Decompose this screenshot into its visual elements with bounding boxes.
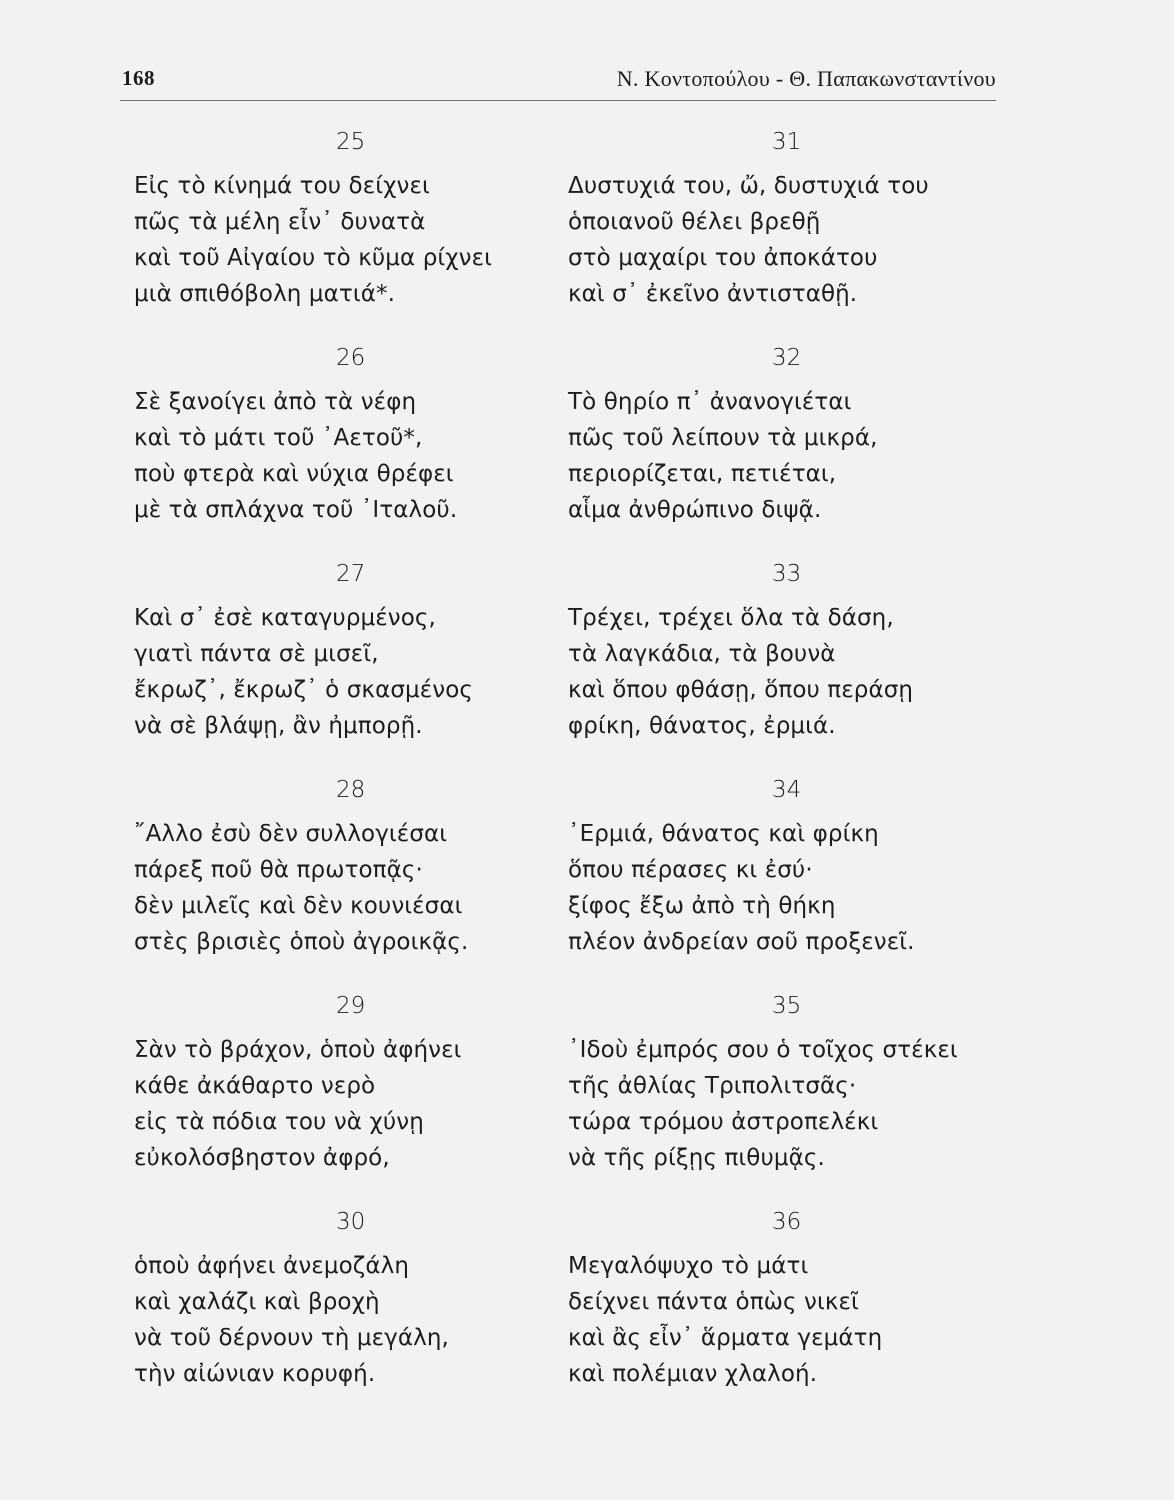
verse-line: ὁποιανοῦ θέλει βρεθῇ xyxy=(568,209,821,235)
verse-line: τὰ λαγκάδια, τὰ βουνὰ xyxy=(568,641,836,667)
verse-line: αἷμα ἀνθρώπινο διψᾷ. xyxy=(568,497,822,523)
stanza-number: 31 xyxy=(772,129,802,155)
verse-line: ᾽Ιδοὺ ἐμπρός σου ὁ τοῖχος στέκει xyxy=(568,1037,958,1063)
running-head: Ν. Κοντοπούλου - Θ. Παπακωνσταντίνου xyxy=(616,66,996,91)
verse-line: Τὸ θηρίο π᾽ ἀνανογιέται xyxy=(568,389,852,415)
verse-line: καὶ ὅπου φθάσῃ, ὅπου περάσῃ xyxy=(568,677,914,703)
verse-line: ῎Αλλο ἐσὺ δὲν συλλογιέσαι xyxy=(134,821,448,847)
stanza xyxy=(568,554,1008,770)
verse-line: νὰ τοῦ δέρνουν τὴ μεγάλη, xyxy=(134,1325,449,1351)
verse-line: δὲν μιλεῖς καὶ δὲν κουνιέσαι xyxy=(134,893,463,919)
verse-line: καὶ πολέμιαν χλαλοή. xyxy=(568,1361,818,1387)
verse-line: ἔκρωζ᾽, ἔκρωζ᾽ ὁ σκασμένος xyxy=(134,677,473,703)
stanza-number: 28 xyxy=(336,777,366,803)
stanza-number: 25 xyxy=(336,129,366,155)
verse-line: ξίφος ἔξω ἀπὸ τὴ θήκη xyxy=(568,893,836,919)
verse-line: ᾽Ερμιά, θάνατος καὶ φρίκη xyxy=(568,821,879,847)
verse-line: πάρεξ ποῦ θὰ πρωτοπᾷς· xyxy=(134,857,423,883)
stanza xyxy=(568,986,1008,1202)
verse-line: μὲ τὰ σπλάχνα τοῦ ᾽Ιταλοῦ. xyxy=(134,497,458,523)
verse-line: στὸ μαχαίρι του ἀποκάτου xyxy=(568,245,878,271)
stanza-number: 27 xyxy=(336,561,366,587)
left-column xyxy=(134,122,554,1418)
verse-line: τὴν αἰώνιαν κορυφή. xyxy=(134,1361,376,1387)
verse-line: ὁποὺ ἀφήνει ἀνεμοζάλη xyxy=(134,1253,410,1279)
verse-line: Καὶ σ᾽ ἐσὲ καταγυρμένος, xyxy=(134,605,436,631)
verse-line: πῶς τοῦ λείπουν τὰ μικρά, xyxy=(568,425,878,451)
stanza xyxy=(134,122,554,338)
verse-line: πῶς τὰ μέλη εἶν᾽ δυνατὰ xyxy=(134,209,426,235)
stanza xyxy=(134,338,554,554)
stanza xyxy=(568,1202,1008,1418)
stanza-number: 30 xyxy=(336,1209,366,1235)
stanza-number: 34 xyxy=(772,777,802,803)
verse-line: Δυστυχιά του, ὤ, δυστυχιά του xyxy=(568,173,929,199)
right-column xyxy=(568,122,1008,1418)
verse-line: καὶ ἂς εἶν᾽ ἅρματα γεμάτη xyxy=(568,1325,883,1351)
verse-line: εὐκολόσβηστον ἀφρό, xyxy=(134,1145,390,1171)
verse-line: Σὰν τὸ βράχον, ὁποὺ ἀφήνει xyxy=(134,1037,462,1063)
verse-line: καὶ χαλάζι καὶ βροχὴ xyxy=(134,1289,380,1315)
stanza-number: 32 xyxy=(772,345,802,371)
stanza xyxy=(134,770,554,986)
stanza xyxy=(568,770,1008,986)
verse-line: τώρα τρόμου ἀστροπελέκι xyxy=(568,1109,879,1135)
stanza xyxy=(134,1202,554,1418)
stanza xyxy=(134,986,554,1202)
verse-line: κάθε ἀκάθαρτο νερὸ xyxy=(134,1073,376,1099)
stanza xyxy=(568,122,1008,338)
verse-line: στὲς βρισιὲς ὁποὺ ἀγροικᾷς. xyxy=(134,929,469,955)
stanza-number: 33 xyxy=(772,561,802,587)
stanza xyxy=(134,554,554,770)
verse-line: περιορίζεται, πετιέται, xyxy=(568,461,837,487)
verse-line: ποὺ φτερὰ καὶ νύχια θρέφει xyxy=(134,461,454,487)
stanza-number: 26 xyxy=(336,345,366,371)
verse-line: Σὲ ξανοίγει ἀπὸ τὰ νέφη xyxy=(134,389,417,415)
verse-line: Τρέχει, τρέχει ὅλα τὰ δάση, xyxy=(568,605,894,631)
stanza-number: 35 xyxy=(772,993,802,1019)
verse-line: καὶ τοῦ Αἰγαίου τὸ κῦμα ρίχνει xyxy=(134,245,493,271)
verse-line: καὶ τὸ μάτι τοῦ ᾽Αετοῦ*, xyxy=(134,425,423,451)
verse-line: Εἰς τὸ κίνημά του δείχνει xyxy=(134,173,430,199)
verse-line: Μεγαλόψυχο τὸ μάτι xyxy=(568,1253,809,1279)
verse-line: φρίκη, θάνατος, ἐρμιά. xyxy=(568,713,836,739)
verse-line: νὰ σὲ βλάψῃ, ἂν ἠμπορῇ. xyxy=(134,713,423,739)
verse-line: εἰς τὰ πόδια του νὰ χύνῃ xyxy=(134,1109,424,1135)
page-number: 168 xyxy=(122,66,155,90)
stanza-number: 36 xyxy=(772,1209,802,1235)
page-header xyxy=(120,64,996,101)
verse-line: νὰ τῆς ρίξῃς πιθυμᾷς. xyxy=(568,1145,825,1171)
verse-line: μιὰ σπιθόβολη ματιά*. xyxy=(134,281,395,307)
verse-line: γιατὶ πάντα σὲ μισεῖ, xyxy=(134,641,379,667)
verse-line: τῆς ἀθλίας Τριπολιτσᾶς· xyxy=(568,1073,857,1099)
verse-line: δείχνει πάντα ὁπὼς νικεῖ xyxy=(568,1289,859,1315)
verse-line: πλέον ἀνδρείαν σοῦ προξενεῖ. xyxy=(568,929,915,955)
verse-line: ὅπου πέρασες κι ἐσύ· xyxy=(568,857,813,883)
stanza-number: 29 xyxy=(336,993,366,1019)
stanza xyxy=(568,338,1008,554)
verse-line: καὶ σ᾽ ἐκεῖνο ἀντισταθῇ. xyxy=(568,281,858,307)
